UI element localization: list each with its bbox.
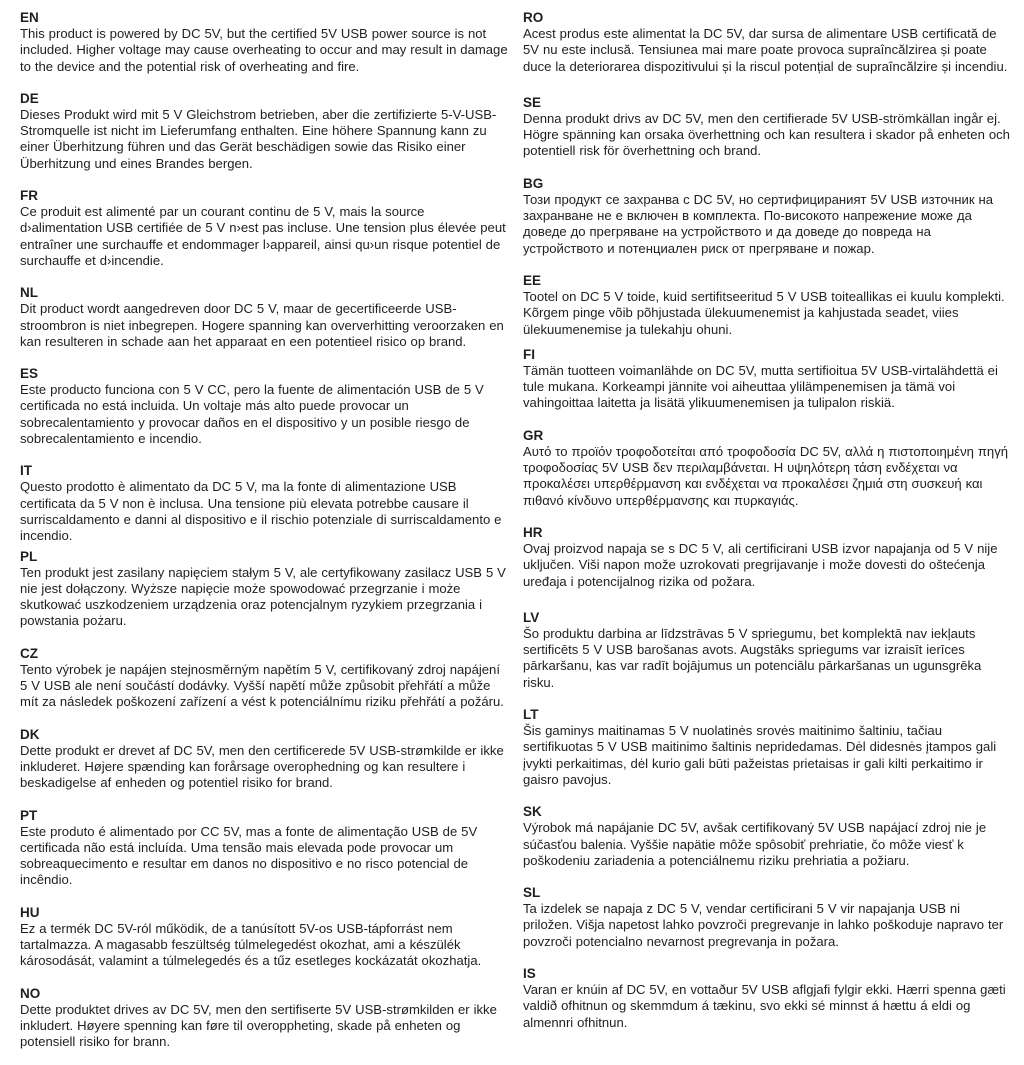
language-section (523, 524, 1012, 590)
language-section (20, 904, 509, 970)
language-code-label: DE (20, 90, 39, 106)
language-section (523, 9, 1012, 75)
language-section (523, 884, 1012, 950)
language-code-label: ES (20, 366, 39, 382)
language-code-label: DK (20, 726, 40, 742)
language-code-label: EN (20, 10, 39, 25)
language-code-label: HR (523, 524, 543, 540)
language-notice-text: Varan er knúin af DC 5V, en vottaður 5V USB aflgjafi fylgir ekki. Hærri spenna gæti valdið ofhitnun og skemmdum á tækinu, svo ekki sé minnst á hættu á eldi og almennri ofhitnun. (523, 981, 1006, 1030)
language-section (20, 187, 509, 269)
language-section (523, 965, 1012, 1031)
right-column (523, 9, 1012, 1065)
language-code-label: NL (20, 285, 38, 301)
language-notice-text: Този продукт се захранва с DC 5V, но сертифицираният 5V USB източник на захранване не е включен в комплекта. По-високото напрежение може да доведе до прегряване на устройството и да доведе до повреда на устройството и потенциален риск от прегряване и пожар. (523, 191, 994, 256)
language-notice-text: Denna produkt drivs av DC 5V, men den certifierade 5V USB-strömkällan ingår ej. Högre spänning kan orsaka överhettning och kan resultera i skador på enheten och potentiell risk för överhettning och brand. (523, 110, 1010, 159)
language-section (20, 462, 509, 544)
left-column (20, 9, 509, 1065)
language-code-label: PT (20, 807, 38, 823)
language-notice-text: Šo produktu darbina ar līdzstrāvas 5 V spriegumu, bet komplektā nav iekļauts sertificēts 5 V USB barošanas avots. Augstāks spriegums var izraisīt ierīces pārkaršanu, kas var radīt bojājumus un potenciālu pārkaršanas un ugunsgrēka risku. (523, 625, 982, 690)
language-section (523, 346, 1012, 412)
language-code-label: RO (523, 10, 544, 25)
language-code-label: SL (523, 885, 541, 901)
language-notice-text: Ovaj proizvod napaja se s DC 5 V, ali certificirani USB izvor napajanja od 5 V nije uključen. Viši napon može uzrokovati pregrijavanje i može dovesti do oštećenja uređaja i potencijalnog rizika od požara. (523, 540, 998, 589)
language-notice-text: Dette produkt er drevet af DC 5V, men den certificerede 5V USB-strømkilde er ikke inkluderet. Højere spænding kan forårsage overophedning og kan resultere i beskadigelse af enheden og potentiel risiko for brand. (20, 742, 504, 791)
language-section (523, 609, 1012, 691)
language-code-label: PL (20, 548, 38, 564)
language-code-label: FR (20, 188, 38, 204)
language-notice-text: Dette produktet drives av DC 5V, men den sertifiserte 5V USB-strømkilden er ikke inkludert. Høyere spenning kan føre til overoppheting, skade på enheten og potensiell risiko for brann. (20, 1001, 497, 1050)
language-code-label: NO (20, 985, 41, 1001)
language-section (20, 726, 509, 792)
language-notice-text: Αυτό το προϊόν τροφοδοτείται από τροφοδοσία DC 5V, αλλά η πιστοποιημένη πηγή τροφοδοσίας 5V USB δεν περιλαμβάνεται. Η υψηλότερη τάση ενδέχεται να προκαλέσει υπερθέρμανση και ενδέχεται να προκαλέσει ζημιά στη συσκευή και πιθανό κίνδυνο υπερθέρμανσης και πυρκαγιάς. (523, 443, 1009, 508)
language-section (523, 94, 1012, 160)
language-notice-text: Tento výrobek je napájen stejnosměrným napětím 5 V, certifikovaný zdroj napájení 5 V USB ale není součástí dodávky. Vyšší napětí může způsobit přehřátí a může mít za následek poškození zařízení a vést k potenciálnímu riziku přehřátí a požáru. (20, 661, 504, 710)
language-notice-text: Šis gaminys maitinamas 5 V nuolatinės srovės maitinimo šaltiniu, tačiau sertifikuotas 5 V USB maitinimo šaltinis nepridedamas. Dėl didesnės įtampos gali įvykti perkaitimas, dėl kurio gali būti pažeistas prietaisas ir gali kilti perkaitimo ir gaisro pavojus. (523, 723, 997, 787)
language-code-label: IS (523, 965, 536, 981)
language-notice-text: Acest produs este alimentat la DC 5V, dar sursa de alimentare USB certificată de 5V nu este inclusă. Tensiunea mai mare poate provoca supraîncălzirea și poate duce la deteriorarea dispozitivului și la riscul potențial de supraîncălzire și incendiu. (523, 26, 1008, 74)
language-section (20, 985, 509, 1051)
language-notice-text: Ta izdelek se napaja z DC 5 V, vendar certificirani 5 V vir napajanja USB ni priložen. Višja napetost lahko povzroči pregrevanje in lahko poškoduje napravo ter povzroči potencialno nevarnost pregrevanja in požara. (523, 901, 1004, 949)
language-notice-text: Tämän tuotteen voimanlähde on DC 5V, mutta sertifioitua 5V USB-virtalähdettä ei tule mukana. Korkeampi jännite voi aiheuttaa ylilämpenemisen ja tämä voi vahingoittaa laitetta ja lisätä ylikuumenemisen ja tulipalon riskiä. (523, 362, 998, 411)
language-code-label: LT (523, 707, 539, 723)
language-code-label: BG (523, 175, 544, 191)
language-notice-text: Dieses Produkt wird mit 5 V Gleichstrom betrieben, aber die zertifizierte 5-V-USB-Stromquelle ist nicht im Lieferumfang enthalten. Eine höhere Spannung kann zu einer Überhitzung führen und das Gerät beschädigen sowie das Risiko einer Überhitzung und eines Brandes bergen. (20, 106, 497, 171)
language-section (523, 272, 1012, 338)
language-section (20, 807, 509, 889)
language-code-label: IT (20, 463, 32, 479)
language-code-label: SK (523, 804, 542, 820)
language-section (523, 706, 1012, 788)
language-code-label: EE (523, 272, 542, 288)
language-section (20, 548, 509, 630)
language-code-label: HU (20, 904, 40, 920)
language-code-label: CZ (20, 645, 38, 661)
language-section (20, 365, 509, 447)
language-section (523, 427, 1012, 509)
language-notice-text: Este producto funciona con 5 V CC, pero la fuente de alimentación USB de 5 V certificada no está incluida. Un voltaje más alto puede provocar un sobrecalentamiento y provocar daños en el dispositivo y un posible riesgo de sobrecalentamiento e incendio. (20, 382, 484, 447)
language-notice-text: This product is powered by DC 5V, but the certified 5V USB power source is not included. Higher voltage may cause overheating to occur and may result in damage to the device and the potential risk of overheating and fire. (20, 26, 508, 74)
language-code-label: FI (523, 346, 535, 362)
language-code-label: LV (523, 609, 540, 625)
language-section (20, 9, 509, 75)
language-notice-text: Tootel on DC 5 V toide, kuid sertifitseeritud 5 V USB toiteallikas ei kuulu komplekti. Kõrgem pinge võib põhjustada ülekuumenemist ja kahjustada seadet, viies ülekuumenemise ja tulekahju ohuni. (523, 288, 1005, 337)
language-notice-text: Questo prodotto è alimentato da DC 5 V, ma la fonte di alimentazione USB certificata da 5 V non è inclusa. Una tensione più elevata potrebbe causare il surriscaldamento e danni al dispositivo e il rischio potenziale di surriscaldamento e incendio. (20, 479, 502, 544)
language-section (20, 645, 509, 711)
language-code-label: GR (523, 427, 544, 443)
language-notice-text: Ce produit est alimenté par un courant continu de 5 V, mais la source d›alimentation USB certifiée de 5 V n›est pas incluse. Une tension plus élevée peut entraîner une surchauffe et endommager l›appareil, ainsi qu›un risque potentiel de surchauffe et d›incendie. (20, 204, 506, 268)
language-section (20, 284, 509, 350)
language-section (20, 90, 509, 172)
language-notice-text: Ten produkt jest zasilany napięciem stałym 5 V, ale certyfikowany zasilacz USB 5 V nie jest dołączony. Wyższe napięcie może spowodować przegrzanie i może skutkować uszkodzeniem urządzenia oraz potencjalnym ryzykiem przegrzania i powstania pożaru. (20, 564, 506, 629)
language-section (523, 803, 1012, 869)
language-notice-text: Ez a termék DC 5V-ról működik, de a tanúsított 5V-os USB-tápforrást nem tartalmazza. A magasabb feszültség túlmelegedést okozhat, ami a készülék károsodását, valamint a túlmelegedés és a tűz esetleges kockázatát okozhatja. (20, 920, 482, 969)
language-notice-text: Dit product wordt aangedreven door DC 5 V, maar de gecertificeerde USB-stroombron is niet inbegrepen. Hogere spanning kan oververhitting veroorzaken en kan resulteren in schade aan het apparaat en een potentieel risico op brand. (20, 301, 504, 349)
language-notice-text: Výrobok má napájanie DC 5V, avšak certifikovaný 5V USB napájací zdroj nie je súčasťou balenia. Vyššie napätie môže spôsobiť prehriatie, čo môže viesť k poškodeniu zariadenia a potenciálnemu riziku prehriatia a požiaru. (523, 820, 987, 868)
language-section (523, 175, 1012, 257)
language-notice-text: Este produto é alimentado por CC 5V, mas a fonte de alimentação USB de 5V certificada não está incluída. Uma tensão mais elevada pode provocar um sobreaquecimento e resultar em danos no dispositivo e no risco potencial de incêndio. (20, 823, 478, 888)
language-code-label: SE (523, 94, 542, 110)
